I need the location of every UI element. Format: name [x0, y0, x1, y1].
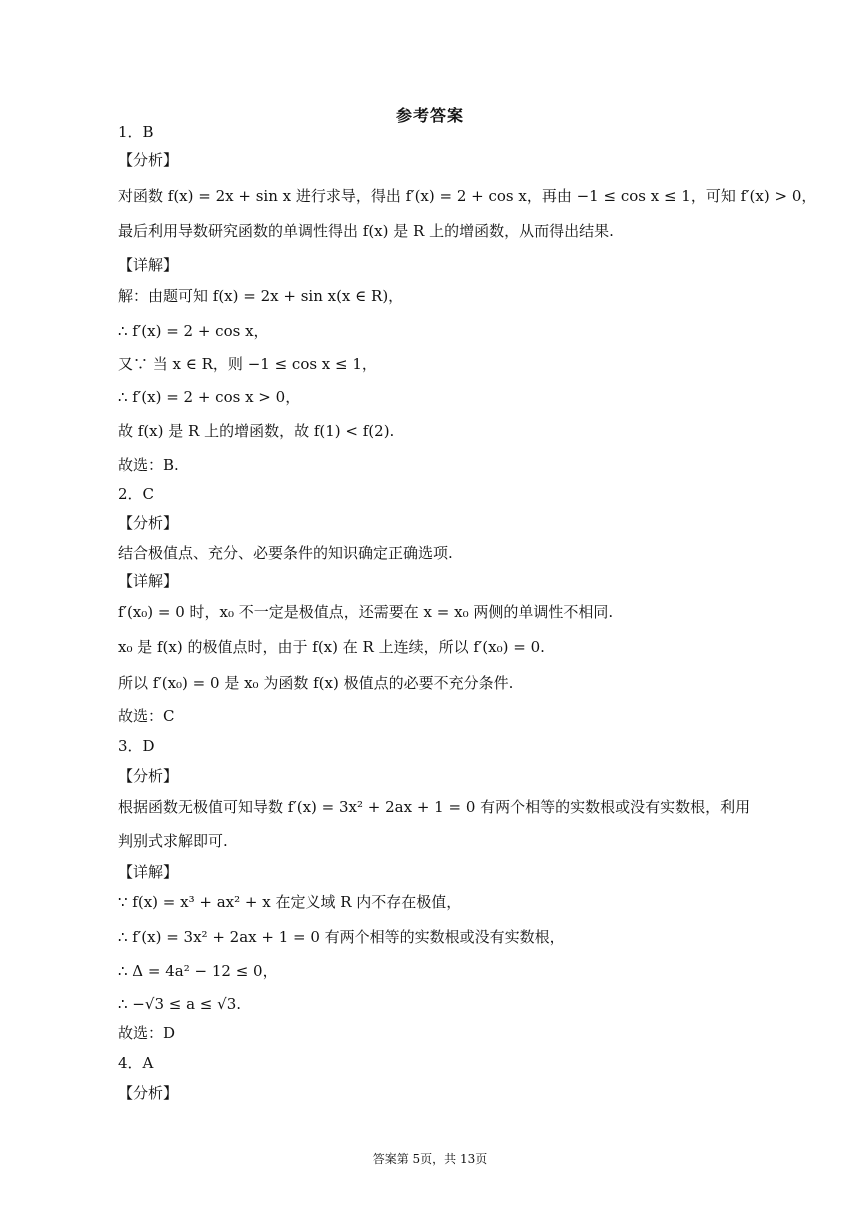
text-line: 最后利用导数研究函数的单调性得出 f(x) 是 R 上的增函数，从而得出结果. — [118, 222, 614, 240]
text-line: 1．B — [118, 123, 154, 141]
page-footer: 答案第 5页，共 13页 — [372, 1152, 488, 1166]
text-line: 结合极值点、充分、必要条件的知识确定正确选项. — [118, 544, 453, 562]
text-line: 故选：B. — [118, 456, 179, 474]
text-line: 【详解】 — [118, 572, 179, 590]
text-line: 根据函数无极值可知导数 f′(x) = 3x² + 2ax + 1 = 0 有两个相等的实数根或没有实数根，利用 — [118, 798, 751, 816]
text-line: 故选：D — [118, 1024, 176, 1042]
page-title: 参考答案 — [395, 106, 464, 125]
text-line: 对函数 f(x) = 2x + sin x 进行求导，得出 f′(x) = 2 + cos x，再由 −1 ≤ cos x ≤ 1，可知 f′(x) > 0， — [118, 187, 817, 205]
text-line: 判别式求解即可. — [118, 832, 228, 850]
text-line: x₀ 是 f(x) 的极值点时，由于 f(x) 在 R 上连续，所以 f′(x₀) = 0. — [118, 638, 545, 656]
text-line: 故选：C — [118, 707, 175, 725]
text-line: 【分析】 — [118, 514, 179, 532]
text-line: 4．A — [118, 1054, 154, 1072]
text-line: f′(x₀) = 0 时，x₀ 不一定是极值点，还需要在 x = x₀ 两侧的单调性不相同. — [118, 603, 614, 621]
text-line: ∴ f′(x) = 3x² + 2ax + 1 = 0 有两个相等的实数根或没有实数根， — [118, 928, 565, 946]
text-line: ∴ −√3 ≤ a ≤ √3. — [118, 995, 242, 1013]
text-line: 所以 f′(x₀) = 0 是 x₀ 为函数 f(x) 极值点的必要不充分条件. — [118, 674, 514, 692]
text-line: 3．D — [118, 737, 155, 755]
text-line: 又∵ 当 x ∈ R，则 −1 ≤ cos x ≤ 1， — [118, 355, 377, 373]
text-line: ∵ f(x) = x³ + ax² + x 在定义域 R 内不存在极值， — [118, 893, 462, 911]
text-line: 故 f(x) 是 R 上的增函数，故 f(1) < f(2). — [118, 422, 395, 440]
text-line: ∴ f′(x) = 2 + cos x > 0， — [118, 388, 301, 406]
text-line: 【分析】 — [118, 151, 179, 169]
text-line: ∴ Δ = 4a² − 12 ≤ 0， — [118, 962, 278, 980]
text-line: 【详解】 — [118, 256, 179, 274]
text-line: 【分析】 — [118, 767, 179, 785]
text-line: ∴ f′(x) = 2 + cos x， — [118, 322, 269, 340]
text-line: 【详解】 — [118, 863, 179, 881]
text-line: 2．C — [118, 485, 155, 503]
text-line: 【分析】 — [118, 1084, 179, 1102]
text-line: 解：由题可知 f(x) = 2x + sin x(x ∈ R)， — [118, 287, 404, 305]
